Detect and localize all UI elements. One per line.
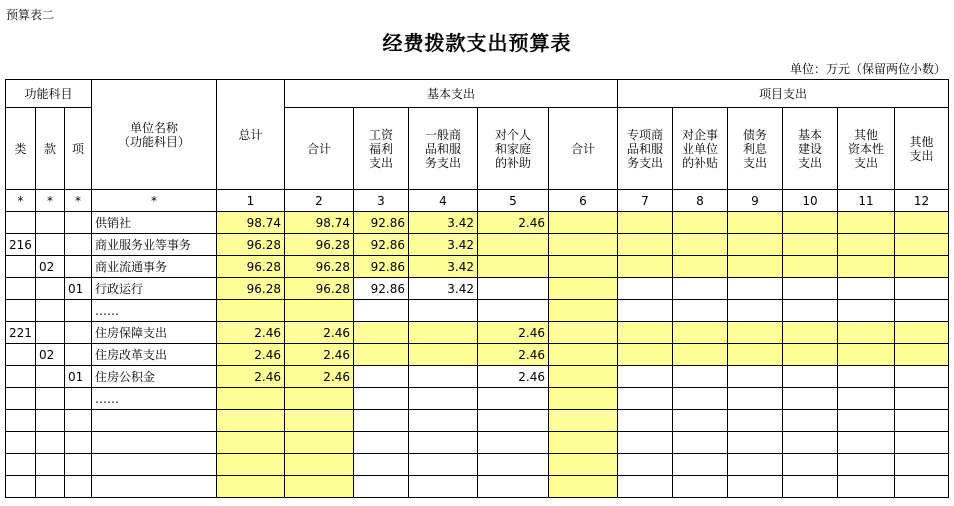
code-cell xyxy=(36,454,65,476)
table-row xyxy=(6,234,949,256)
amount-cell xyxy=(549,300,618,322)
code-cell xyxy=(65,432,92,454)
xiang-header: 项 xyxy=(65,108,92,190)
amount-cell xyxy=(895,344,949,366)
amount-cell xyxy=(838,388,895,410)
unit-name-cell xyxy=(92,432,217,454)
amount-cell xyxy=(783,388,838,410)
code-cell xyxy=(36,432,65,454)
code-cell xyxy=(65,234,92,256)
amount-cell xyxy=(895,234,949,256)
amount-cell: 92.86 xyxy=(354,234,409,256)
amount-cell xyxy=(895,454,949,476)
code-cell xyxy=(65,212,92,234)
amount-cell xyxy=(217,300,285,322)
amount-cell xyxy=(618,234,673,256)
amount-cell xyxy=(728,212,783,234)
code-cell xyxy=(6,410,36,432)
amount-cell xyxy=(618,388,673,410)
amount-cell xyxy=(618,344,673,366)
amount-cell xyxy=(354,410,409,432)
column-index-cell: 2 xyxy=(285,190,354,212)
table-row xyxy=(6,322,949,344)
basic-col-header-1-line: 福利 xyxy=(368,141,393,156)
unit-name-cell: 商业服务业等事务 xyxy=(92,234,217,256)
amount-cell xyxy=(783,432,838,454)
code-cell xyxy=(36,476,65,498)
table-row xyxy=(6,256,949,278)
amount-cell xyxy=(618,212,673,234)
unit-name-cell: 商业流通事务 xyxy=(92,256,217,278)
amount-cell xyxy=(549,366,618,388)
amount-cell: 2.46 xyxy=(478,322,549,344)
column-index-cell: 10 xyxy=(783,190,838,212)
amount-cell xyxy=(478,476,549,498)
amount-cell xyxy=(673,322,728,344)
code-cell xyxy=(6,256,36,278)
amount-cell xyxy=(285,410,354,432)
code-cell: 02 xyxy=(36,256,65,278)
amount-cell xyxy=(618,322,673,344)
code-cell xyxy=(65,476,92,498)
amount-cell xyxy=(217,388,285,410)
amount-cell xyxy=(728,234,783,256)
amount-cell xyxy=(838,234,895,256)
unit-name-line-1: 单位名称 xyxy=(129,120,178,135)
amount-cell xyxy=(728,454,783,476)
amount-cell: 2.46 xyxy=(478,366,549,388)
column-index-cell: 4 xyxy=(409,190,478,212)
amount-cell xyxy=(354,476,409,498)
amount-cell xyxy=(895,212,949,234)
amount-cell: 96.28 xyxy=(217,278,285,300)
amount-cell: 2.46 xyxy=(217,366,285,388)
column-index-cell: 5 xyxy=(478,190,549,212)
code-cell xyxy=(6,300,36,322)
column-index-cell: 11 xyxy=(838,190,895,212)
amount-cell xyxy=(285,476,354,498)
amount-cell xyxy=(478,278,549,300)
amount-cell xyxy=(618,278,673,300)
amount-cell xyxy=(838,212,895,234)
amount-cell xyxy=(354,388,409,410)
amount-cell xyxy=(728,322,783,344)
table-row xyxy=(6,278,949,300)
amount-cell xyxy=(838,344,895,366)
page-title: 经费拨款支出预算表 xyxy=(382,31,572,55)
amount-cell: 2.46 xyxy=(285,322,354,344)
code-cell xyxy=(6,388,36,410)
amount-cell xyxy=(549,410,618,432)
amount-cell xyxy=(549,388,618,410)
amount-cell xyxy=(549,344,618,366)
amount-cell xyxy=(409,366,478,388)
amount-cell xyxy=(673,256,728,278)
amount-cell xyxy=(673,344,728,366)
amount-cell xyxy=(409,300,478,322)
amount-cell xyxy=(354,344,409,366)
amount-cell xyxy=(895,476,949,498)
amount-cell xyxy=(354,366,409,388)
project-col-header-2 xyxy=(673,108,728,190)
amount-cell: 96.28 xyxy=(285,234,354,256)
amount-cell xyxy=(838,300,895,322)
code-cell xyxy=(36,366,65,388)
unit-name-header xyxy=(92,80,217,190)
project-col-header-3-line: 债务 xyxy=(742,127,767,142)
amount-cell xyxy=(673,278,728,300)
basic-col-header-3-line: 和家庭 xyxy=(494,141,531,156)
amount-cell xyxy=(409,432,478,454)
amount-cell xyxy=(618,476,673,498)
unit-name-line-2: （功能科目） xyxy=(117,134,190,149)
column-index-cell: * xyxy=(6,190,36,212)
kuan-header: 款 xyxy=(36,108,65,190)
basic-expense-header: 基本支出 xyxy=(285,80,618,108)
amount-cell: 2.46 xyxy=(478,344,549,366)
amount-cell xyxy=(217,410,285,432)
amount-cell xyxy=(728,432,783,454)
code-cell: 221 xyxy=(6,322,36,344)
amount-cell xyxy=(895,388,949,410)
amount-cell xyxy=(728,300,783,322)
amount-cell xyxy=(673,366,728,388)
amount-cell xyxy=(478,432,549,454)
amount-cell xyxy=(285,432,354,454)
amount-cell xyxy=(549,476,618,498)
amount-cell xyxy=(409,344,478,366)
code-cell xyxy=(36,278,65,300)
budget-table xyxy=(5,79,949,498)
amount-cell xyxy=(838,454,895,476)
basic-col-header-1-line: 工资 xyxy=(368,127,393,142)
amount-cell xyxy=(549,212,618,234)
amount-cell xyxy=(673,454,728,476)
amount-cell xyxy=(478,300,549,322)
amount-cell xyxy=(549,256,618,278)
amount-cell: 92.86 xyxy=(354,278,409,300)
amount-cell xyxy=(783,476,838,498)
code-cell xyxy=(36,410,65,432)
amount-cell xyxy=(895,278,949,300)
amount-cell: 3.42 xyxy=(409,278,478,300)
amount-cell xyxy=(728,388,783,410)
project-col-header-5-line: 支出 xyxy=(853,155,878,170)
amount-cell xyxy=(217,476,285,498)
code-cell xyxy=(36,300,65,322)
table-row xyxy=(6,212,949,234)
amount-cell: 96.28 xyxy=(217,234,285,256)
amount-cell xyxy=(783,278,838,300)
amount-cell: 3.42 xyxy=(409,212,478,234)
basic-col-header-1-line: 支出 xyxy=(368,155,393,170)
amount-cell: 3.42 xyxy=(409,234,478,256)
basic-subtotal-header: 合计 xyxy=(285,108,354,190)
project-col-header-4-line: 建设 xyxy=(797,141,822,156)
amount-cell: 96.28 xyxy=(285,256,354,278)
unit-name-cell: 住房保障支出 xyxy=(92,322,217,344)
amount-cell xyxy=(618,454,673,476)
code-cell: 01 xyxy=(65,366,92,388)
code-cell: 216 xyxy=(6,234,36,256)
project-col-header-4-line: 支出 xyxy=(797,155,822,170)
amount-cell xyxy=(783,344,838,366)
column-index-cell: 7 xyxy=(618,190,673,212)
code-cell xyxy=(6,432,36,454)
basic-col-header-3-line: 对个人 xyxy=(494,127,531,142)
amount-cell xyxy=(838,410,895,432)
amount-cell xyxy=(618,432,673,454)
code-cell xyxy=(36,388,65,410)
table-row xyxy=(6,476,949,498)
amount-cell xyxy=(478,256,549,278)
project-col-header-6-line: 其他 xyxy=(909,134,934,149)
unit-name-cell: …… xyxy=(92,388,217,410)
amount-cell: 98.74 xyxy=(217,212,285,234)
amount-cell xyxy=(783,234,838,256)
amount-cell xyxy=(838,476,895,498)
column-index-cell: 6 xyxy=(549,190,618,212)
table-row xyxy=(6,366,949,388)
amount-cell xyxy=(673,432,728,454)
project-col-header-1-line: 品和服 xyxy=(626,141,663,156)
project-col-header-3-line: 利息 xyxy=(742,141,767,156)
amount-cell xyxy=(728,278,783,300)
lei-header: 类 xyxy=(6,108,36,190)
basic-col-header-2-line: 一般商 xyxy=(424,127,461,142)
unit-note: 单位：万元（保留两位小数） xyxy=(789,62,946,76)
amount-cell xyxy=(354,454,409,476)
column-index-row xyxy=(6,190,949,212)
amount-cell xyxy=(673,410,728,432)
amount-cell xyxy=(217,454,285,476)
amount-cell xyxy=(409,410,478,432)
table-row xyxy=(6,388,949,410)
amount-cell xyxy=(478,388,549,410)
project-col-header-2-line: 的补贴 xyxy=(681,155,718,170)
amount-cell xyxy=(618,256,673,278)
code-cell: 02 xyxy=(36,344,65,366)
amount-cell: 92.86 xyxy=(354,256,409,278)
amount-cell xyxy=(838,256,895,278)
code-cell xyxy=(6,278,36,300)
unit-name-cell: …… xyxy=(92,300,217,322)
amount-cell xyxy=(549,432,618,454)
amount-cell xyxy=(728,256,783,278)
amount-cell: 96.28 xyxy=(285,278,354,300)
amount-cell xyxy=(783,212,838,234)
column-index-cell: 9 xyxy=(728,190,783,212)
amount-cell xyxy=(783,256,838,278)
amount-cell xyxy=(285,388,354,410)
unit-name-cell xyxy=(92,410,217,432)
amount-cell xyxy=(783,322,838,344)
amount-cell xyxy=(838,278,895,300)
table-row xyxy=(6,344,949,366)
amount-cell xyxy=(478,234,549,256)
table-row xyxy=(6,454,949,476)
amount-cell xyxy=(895,432,949,454)
code-cell xyxy=(6,476,36,498)
amount-cell: 2.46 xyxy=(217,322,285,344)
project-col-header-4-line: 基本 xyxy=(797,127,822,142)
amount-cell xyxy=(673,234,728,256)
table-row xyxy=(6,300,949,322)
code-cell xyxy=(36,212,65,234)
amount-cell xyxy=(895,256,949,278)
basic-col-header-1 xyxy=(354,108,409,190)
code-cell: 01 xyxy=(65,278,92,300)
project-col-header-3 xyxy=(728,108,783,190)
amount-cell: 96.28 xyxy=(217,256,285,278)
amount-cell xyxy=(673,388,728,410)
amount-cell xyxy=(409,454,478,476)
basic-col-header-2-line: 务支出 xyxy=(424,155,461,170)
amount-cell xyxy=(728,476,783,498)
amount-cell xyxy=(549,278,618,300)
func-subject-header: 功能科目 xyxy=(6,80,92,108)
amount-cell xyxy=(354,300,409,322)
amount-cell xyxy=(673,476,728,498)
amount-cell: 2.46 xyxy=(217,344,285,366)
header-row-1 xyxy=(6,80,949,108)
amount-cell xyxy=(728,410,783,432)
table-row xyxy=(6,410,949,432)
code-cell xyxy=(65,454,92,476)
basic-col-header-3 xyxy=(478,108,549,190)
project-col-header-2-line: 对企事 xyxy=(681,127,718,142)
project-col-header-1-line: 专项商 xyxy=(626,127,663,142)
amount-cell xyxy=(549,234,618,256)
amount-cell xyxy=(409,322,478,344)
column-index-cell: * xyxy=(36,190,65,212)
project-col-header-1 xyxy=(618,108,673,190)
unit-name-cell xyxy=(92,476,217,498)
project-col-header-3-line: 支出 xyxy=(742,155,767,170)
code-cell xyxy=(65,300,92,322)
total-header: 总计 xyxy=(217,80,285,190)
code-cell xyxy=(65,344,92,366)
unit-name-cell xyxy=(92,454,217,476)
amount-cell xyxy=(673,212,728,234)
amount-cell xyxy=(549,322,618,344)
amount-cell xyxy=(783,410,838,432)
amount-cell xyxy=(838,366,895,388)
amount-cell xyxy=(478,454,549,476)
code-cell xyxy=(36,234,65,256)
amount-cell xyxy=(673,300,728,322)
column-index-cell: * xyxy=(65,190,92,212)
column-index-cell: 3 xyxy=(354,190,409,212)
amount-cell: 3.42 xyxy=(409,256,478,278)
amount-cell xyxy=(409,476,478,498)
amount-cell xyxy=(895,366,949,388)
amount-cell xyxy=(549,454,618,476)
amount-cell xyxy=(895,410,949,432)
amount-cell: 92.86 xyxy=(354,212,409,234)
amount-cell xyxy=(618,410,673,432)
project-subtotal-header: 合计 xyxy=(549,108,618,190)
project-expense-header: 项目支出 xyxy=(618,80,949,108)
column-index-cell: 8 xyxy=(673,190,728,212)
amount-cell xyxy=(728,366,783,388)
code-cell xyxy=(36,322,65,344)
code-cell xyxy=(65,256,92,278)
column-index-cell: 1 xyxy=(217,190,285,212)
form-label: 预算表二 xyxy=(6,8,55,22)
basic-col-header-3-line: 的补助 xyxy=(494,155,531,170)
project-col-header-4 xyxy=(783,108,838,190)
code-cell xyxy=(65,322,92,344)
amount-cell xyxy=(285,454,354,476)
amount-cell xyxy=(783,454,838,476)
project-col-header-1-line: 务支出 xyxy=(626,155,663,170)
amount-cell xyxy=(838,432,895,454)
amount-cell xyxy=(618,366,673,388)
basic-col-header-2 xyxy=(409,108,478,190)
amount-cell xyxy=(354,432,409,454)
unit-name-cell: 住房公积金 xyxy=(92,366,217,388)
code-cell xyxy=(65,410,92,432)
amount-cell xyxy=(783,366,838,388)
project-col-header-5 xyxy=(838,108,895,190)
code-cell xyxy=(6,454,36,476)
amount-cell: 2.46 xyxy=(478,212,549,234)
amount-cell xyxy=(838,322,895,344)
unit-name-cell: 住房改革支出 xyxy=(92,344,217,366)
code-cell xyxy=(65,388,92,410)
amount-cell xyxy=(478,410,549,432)
amount-cell xyxy=(285,300,354,322)
column-index-cell: * xyxy=(92,190,217,212)
amount-cell xyxy=(895,300,949,322)
amount-cell xyxy=(895,322,949,344)
column-index-cell: 12 xyxy=(895,190,949,212)
project-col-header-6 xyxy=(895,108,949,190)
amount-cell: 2.46 xyxy=(285,366,354,388)
amount-cell: 2.46 xyxy=(285,344,354,366)
code-cell xyxy=(6,212,36,234)
amount-cell xyxy=(618,300,673,322)
unit-name-cell: 行政运行 xyxy=(92,278,217,300)
amount-cell xyxy=(783,300,838,322)
amount-cell xyxy=(354,322,409,344)
amount-cell xyxy=(409,388,478,410)
basic-col-header-2-line: 品和服 xyxy=(424,141,461,156)
unit-name-cell: 供销社 xyxy=(92,212,217,234)
project-col-header-5-line: 资本性 xyxy=(847,141,884,156)
project-col-header-5-line: 其他 xyxy=(853,127,878,142)
table-row xyxy=(6,432,949,454)
project-col-header-2-line: 业单位 xyxy=(681,141,718,156)
code-cell xyxy=(6,344,36,366)
amount-cell xyxy=(728,344,783,366)
code-cell xyxy=(6,366,36,388)
amount-cell xyxy=(217,432,285,454)
project-col-header-6-line: 支出 xyxy=(909,148,934,163)
amount-cell: 98.74 xyxy=(285,212,354,234)
